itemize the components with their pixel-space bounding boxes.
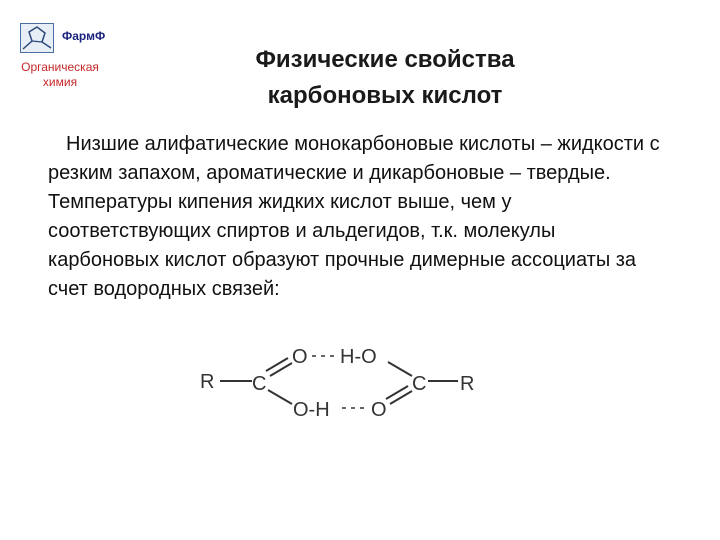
logo-icon	[20, 23, 54, 53]
dimer-formula	[190, 338, 490, 428]
formula-top-h-o: H-O	[340, 346, 377, 368]
logo-subtitle-line1: Органическая	[21, 60, 99, 74]
logo-subtitle	[4, 60, 116, 90]
formula-bottom-o-h: O-H	[293, 399, 330, 421]
formula-double-bond-left-a	[266, 358, 288, 371]
logo-title: ФармФ	[62, 29, 106, 43]
formula-right-r: R	[460, 373, 475, 395]
formula-single-bond-left	[268, 390, 292, 404]
formula-left-c: C	[252, 373, 267, 395]
slide-title-line2: карбоновых кислот	[267, 82, 503, 109]
formula-left-r: R	[200, 371, 215, 393]
slide-title-line1: Физические свойства	[255, 46, 515, 73]
formula-double-bond-right-b	[386, 386, 408, 399]
formula-double-bond-left-b	[270, 363, 292, 376]
formula-double-bond-right-a	[390, 391, 412, 404]
formula-top-o-left: O	[292, 346, 308, 368]
formula-right-c: C	[412, 373, 427, 395]
slide-body-text: Низшие алифатические монокарбоновые кислоты – жидкости с резким запахом, ароматические и дикарбоновые – твердые. Температуры кипения жидких кислот выше, чем у соответствующих спиртов и альдегидов, т.к. молекулы карбоновых кислот образуют прочные димерные ассоциаты за счет водородных связей:	[48, 133, 660, 300]
formula-bottom-o-right: O	[371, 399, 387, 421]
logo-subtitle-line2: химия	[42, 75, 78, 89]
formula-single-bond-right	[388, 362, 412, 376]
slide-title	[170, 42, 600, 114]
